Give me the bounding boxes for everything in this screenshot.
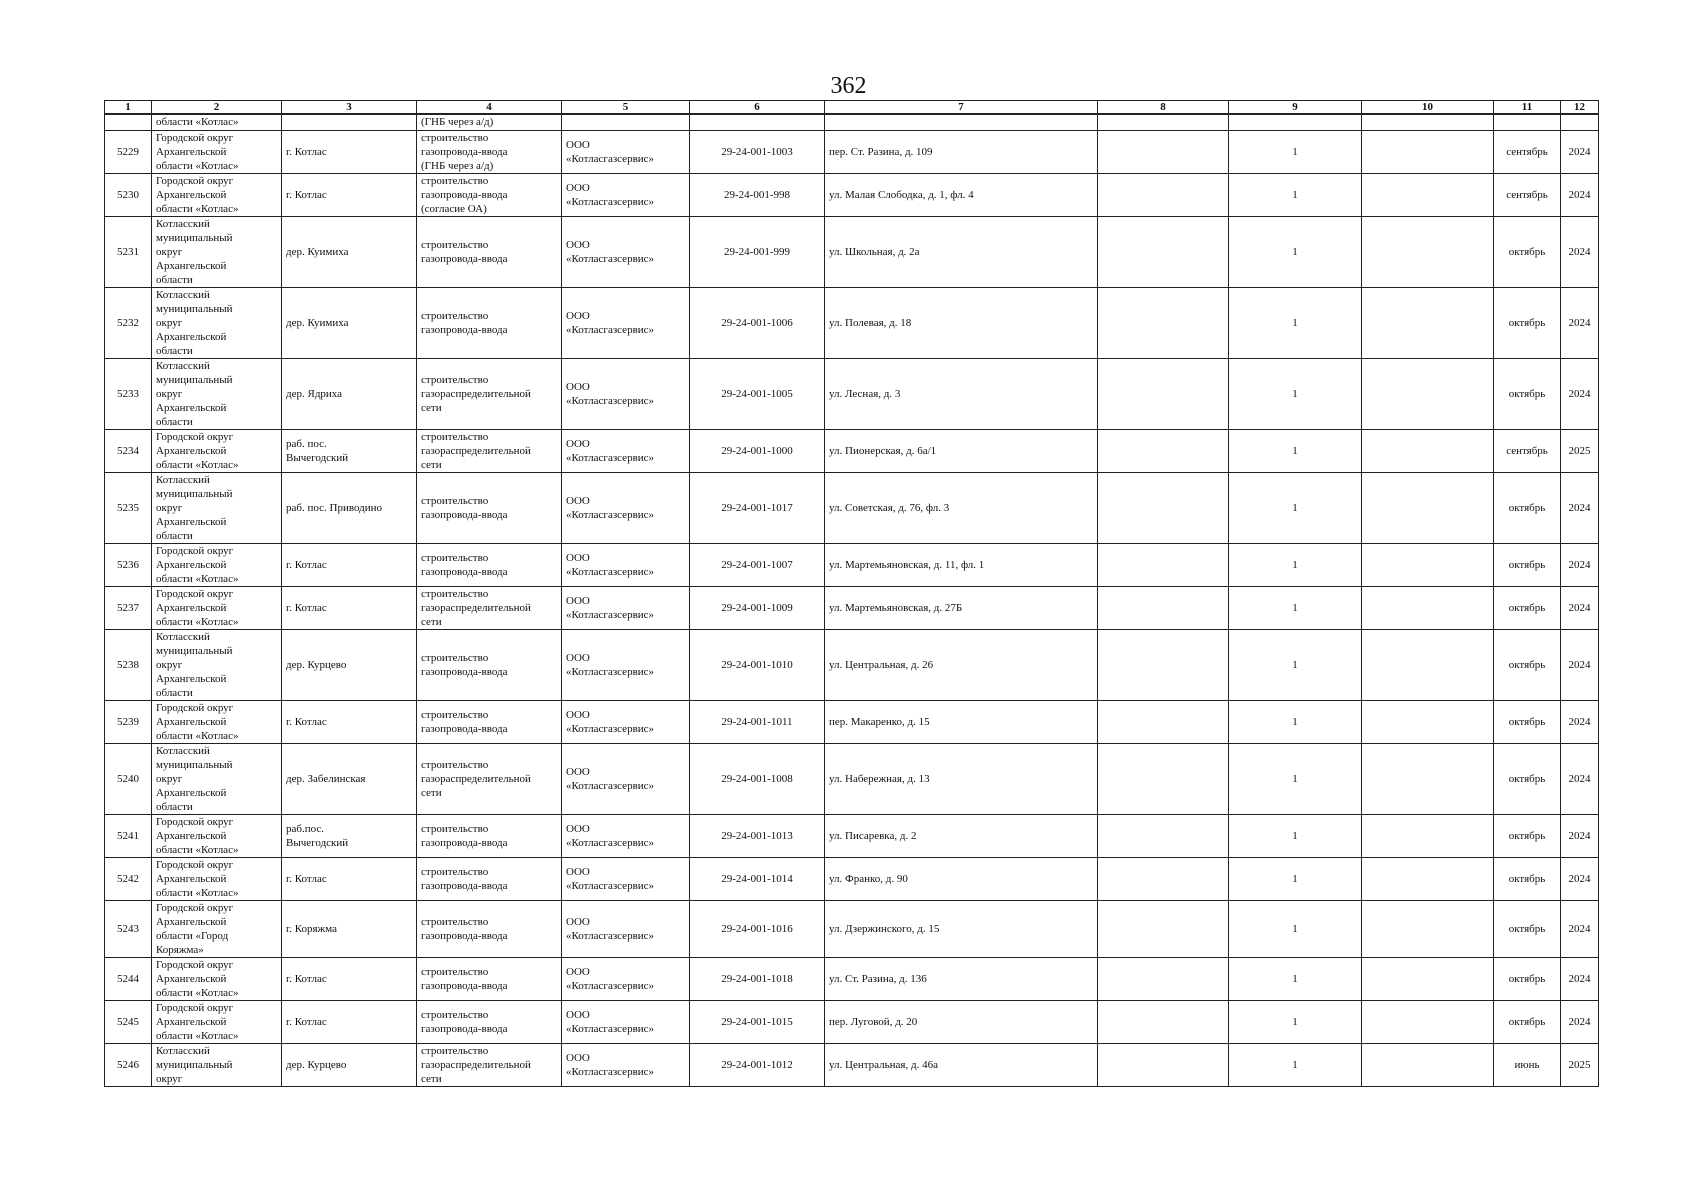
cell-district: Котласский муниципальный округ Архангельской области xyxy=(152,359,282,430)
cell-work: строительство газопровода-ввода xyxy=(417,958,562,1001)
cell-year: 2024 xyxy=(1561,630,1599,701)
cell-col8 xyxy=(1098,744,1229,815)
cell-year: 2024 xyxy=(1561,359,1599,430)
table-row xyxy=(105,544,1599,587)
cell-col9: 1 xyxy=(1229,958,1362,1001)
cell-month xyxy=(1494,114,1561,131)
cell-col10 xyxy=(1362,430,1494,473)
cell-org: ООО «Котласгазсервис» xyxy=(562,430,690,473)
cell-year: 2025 xyxy=(1561,430,1599,473)
table-row xyxy=(105,1001,1599,1044)
cell-district: Городской округ Архангельской области «Котлас» xyxy=(152,587,282,630)
gas-works-table xyxy=(104,100,1599,1087)
cell-no: 5237 xyxy=(105,587,152,630)
column-header: 7 xyxy=(825,101,1098,115)
cell-locality: г. Котлас xyxy=(282,587,417,630)
cell-col8 xyxy=(1098,630,1229,701)
table-row xyxy=(105,901,1599,958)
cell-org: ООО «Котласгазсервис» xyxy=(562,815,690,858)
cell-locality: дер. Куимиха xyxy=(282,288,417,359)
cell-year xyxy=(1561,114,1599,131)
cell-code: 29-24-001-1012 xyxy=(690,1044,825,1087)
cell-org: ООО «Котласгазсервис» xyxy=(562,473,690,544)
cell-month: октябрь xyxy=(1494,958,1561,1001)
cell-district: Котласский муниципальный округ Архангельской области xyxy=(152,744,282,815)
cell-col8 xyxy=(1098,858,1229,901)
cell-org: ООО «Котласгазсервис» xyxy=(562,701,690,744)
cell-year: 2024 xyxy=(1561,815,1599,858)
cell-work: строительство газопровода-ввода xyxy=(417,630,562,701)
cell-locality xyxy=(282,114,417,131)
cell-code: 29-24-001-1008 xyxy=(690,744,825,815)
cell-no: 5239 xyxy=(105,701,152,744)
cell-district: Городской округ Архангельской области «Котлас» xyxy=(152,958,282,1001)
cell-org: ООО «Котласгазсервис» xyxy=(562,1044,690,1087)
table-row xyxy=(105,430,1599,473)
cell-address: ул. Лесная, д. 3 xyxy=(825,359,1098,430)
cell-locality: раб. пос. Вычегодский xyxy=(282,430,417,473)
cell-work: строительство газопровода-ввода xyxy=(417,815,562,858)
cell-col9: 1 xyxy=(1229,473,1362,544)
cell-locality: дер. Забелинская xyxy=(282,744,417,815)
table-row xyxy=(105,858,1599,901)
cell-col10 xyxy=(1362,544,1494,587)
column-header: 11 xyxy=(1494,101,1561,115)
column-header: 12 xyxy=(1561,101,1599,115)
cell-address: ул. Полевая, д. 18 xyxy=(825,288,1098,359)
cell-code: 29-24-001-1007 xyxy=(690,544,825,587)
cell-district: Котласский муниципальный округ Архангельской области xyxy=(152,630,282,701)
cell-work: строительство газопровода-ввода xyxy=(417,473,562,544)
cell-col10 xyxy=(1362,217,1494,288)
column-header: 2 xyxy=(152,101,282,115)
cell-month: октябрь xyxy=(1494,544,1561,587)
cell-org: ООО «Котласгазсервис» xyxy=(562,958,690,1001)
cell-locality: дер. Куимиха xyxy=(282,217,417,288)
cell-org: ООО «Котласгазсервис» xyxy=(562,587,690,630)
cell-col9: 1 xyxy=(1229,131,1362,174)
cell-org: ООО «Котласгазсервис» xyxy=(562,359,690,430)
cell-address: ул. Мартемьяновская, д. 11, фл. 1 xyxy=(825,544,1098,587)
cell-month: октябрь xyxy=(1494,901,1561,958)
cell-work: строительство газораспределительной сети xyxy=(417,1044,562,1087)
cell-address: пер. Макаренко, д. 15 xyxy=(825,701,1098,744)
cell-no: 5229 xyxy=(105,131,152,174)
cell-no: 5232 xyxy=(105,288,152,359)
table-row xyxy=(105,587,1599,630)
cell-locality: г. Котлас xyxy=(282,131,417,174)
cell-year: 2024 xyxy=(1561,217,1599,288)
cell-district: Котласский муниципальный округ Архангельской области xyxy=(152,217,282,288)
table-row xyxy=(105,174,1599,217)
cell-locality: дер. Ядриха xyxy=(282,359,417,430)
cell-year: 2024 xyxy=(1561,1001,1599,1044)
cell-org: ООО «Котласгазсервис» xyxy=(562,217,690,288)
cell-col9: 1 xyxy=(1229,174,1362,217)
column-header: 6 xyxy=(690,101,825,115)
cell-col10 xyxy=(1362,744,1494,815)
cell-district: Городской округ Архангельской области «Город Коряжма» xyxy=(152,901,282,958)
cell-district: Котласский муниципальный округ Архангельской области xyxy=(152,288,282,359)
cell-no: 5245 xyxy=(105,1001,152,1044)
table-row xyxy=(105,473,1599,544)
cell-month: сентябрь xyxy=(1494,131,1561,174)
table-row xyxy=(105,744,1599,815)
cell-no: 5243 xyxy=(105,901,152,958)
cell-col10 xyxy=(1362,174,1494,217)
cell-work: строительство газопровода-ввода xyxy=(417,858,562,901)
cell-address: ул. Мартемьяновская, д. 27Б xyxy=(825,587,1098,630)
cell-work: строительство газораспределительной сети xyxy=(417,744,562,815)
cell-col8 xyxy=(1098,701,1229,744)
cell-col8 xyxy=(1098,430,1229,473)
cell-district: Городской округ Архангельской области «Котлас» xyxy=(152,131,282,174)
cell-org: ООО «Котласгазсервис» xyxy=(562,288,690,359)
cell-col8 xyxy=(1098,473,1229,544)
cell-col10 xyxy=(1362,858,1494,901)
cell-col10 xyxy=(1362,131,1494,174)
table-body xyxy=(105,114,1599,1087)
cell-locality: г. Котлас xyxy=(282,701,417,744)
cell-month: октябрь xyxy=(1494,288,1561,359)
cell-address: ул. Ст. Разина, д. 136 xyxy=(825,958,1098,1001)
cell-address: ул. Дзержинского, д. 15 xyxy=(825,901,1098,958)
cell-col9: 1 xyxy=(1229,544,1362,587)
table-row xyxy=(105,958,1599,1001)
cell-work: строительство газораспределительной сети xyxy=(417,587,562,630)
cell-code xyxy=(690,114,825,131)
table-row xyxy=(105,630,1599,701)
cell-col9: 1 xyxy=(1229,430,1362,473)
cell-no: 5230 xyxy=(105,174,152,217)
cell-code: 29-24-001-998 xyxy=(690,174,825,217)
table-row xyxy=(105,701,1599,744)
cell-col8 xyxy=(1098,1044,1229,1087)
cell-col9: 1 xyxy=(1229,901,1362,958)
cell-address: ул. Малая Слободка, д. 1, фл. 4 xyxy=(825,174,1098,217)
table-row xyxy=(105,815,1599,858)
cell-code: 29-24-001-1010 xyxy=(690,630,825,701)
cell-work: строительство газопровода-ввода xyxy=(417,217,562,288)
cell-year: 2024 xyxy=(1561,744,1599,815)
cell-locality: г. Котлас xyxy=(282,1001,417,1044)
cell-col8 xyxy=(1098,815,1229,858)
cell-district: Котласский муниципальный округ Архангельской области xyxy=(152,473,282,544)
continuation-row xyxy=(105,114,1599,131)
cell-col8 xyxy=(1098,587,1229,630)
cell-district: Городской округ Архангельской области «Котлас» xyxy=(152,174,282,217)
cell-year: 2024 xyxy=(1561,958,1599,1001)
table-row xyxy=(105,288,1599,359)
cell-month: октябрь xyxy=(1494,858,1561,901)
cell-month: октябрь xyxy=(1494,701,1561,744)
cell-col10 xyxy=(1362,587,1494,630)
cell-col8 xyxy=(1098,131,1229,174)
cell-org: ООО «Котласгазсервис» xyxy=(562,1001,690,1044)
cell-district: Городской округ Архангельской области «Котлас» xyxy=(152,701,282,744)
cell-code: 29-24-001-1006 xyxy=(690,288,825,359)
column-header: 9 xyxy=(1229,101,1362,115)
cell-address xyxy=(825,114,1098,131)
cell-address: пер. Ст. Разина, д. 109 xyxy=(825,131,1098,174)
cell-district: Городской округ Архангельской области «Котлас» xyxy=(152,1001,282,1044)
cell-district: Городской округ Архангельской области «Котлас» xyxy=(152,858,282,901)
cell-no: 5233 xyxy=(105,359,152,430)
cell-code: 29-24-001-999 xyxy=(690,217,825,288)
cell-col10 xyxy=(1362,958,1494,1001)
cell-code: 29-24-001-1018 xyxy=(690,958,825,1001)
cell-org: ООО «Котласгазсервис» xyxy=(562,131,690,174)
cell-col9: 1 xyxy=(1229,217,1362,288)
cell-work: строительство газопровода-ввода xyxy=(417,288,562,359)
cell-no: 5238 xyxy=(105,630,152,701)
cell-month: октябрь xyxy=(1494,217,1561,288)
cell-col10 xyxy=(1362,630,1494,701)
cell-no: 5244 xyxy=(105,958,152,1001)
cell-work: строительство газопровода-ввода (ГНБ через а/д) xyxy=(417,131,562,174)
cell-address: ул. Франко, д. 90 xyxy=(825,858,1098,901)
cell-col8 xyxy=(1098,114,1229,131)
cell-no: 5234 xyxy=(105,430,152,473)
cell-no: 5235 xyxy=(105,473,152,544)
cell-year: 2024 xyxy=(1561,131,1599,174)
cell-work: строительство газораспределительной сети xyxy=(417,359,562,430)
cell-col9 xyxy=(1229,114,1362,131)
column-header: 1 xyxy=(105,101,152,115)
cell-year: 2024 xyxy=(1561,174,1599,217)
cell-col10 xyxy=(1362,1001,1494,1044)
cell-col10 xyxy=(1362,901,1494,958)
cell-work: строительство газопровода-ввода xyxy=(417,1001,562,1044)
cell-locality: раб. пос. Приводино xyxy=(282,473,417,544)
cell-no: 5231 xyxy=(105,217,152,288)
table-row xyxy=(105,217,1599,288)
cell-col9: 1 xyxy=(1229,288,1362,359)
cell-year: 2024 xyxy=(1561,544,1599,587)
cell-no: 5236 xyxy=(105,544,152,587)
cell-year: 2024 xyxy=(1561,473,1599,544)
cell-address: пер. Луговой, д. 20 xyxy=(825,1001,1098,1044)
cell-locality: г. Коряжма xyxy=(282,901,417,958)
cell-col8 xyxy=(1098,217,1229,288)
cell-code: 29-24-001-1005 xyxy=(690,359,825,430)
cell-locality: г. Котлас xyxy=(282,858,417,901)
cell-year: 2024 xyxy=(1561,288,1599,359)
cell-address: ул. Набережная, д. 13 xyxy=(825,744,1098,815)
cell-no: 5242 xyxy=(105,858,152,901)
cell-code: 29-24-001-1003 xyxy=(690,131,825,174)
cell-month: июнь xyxy=(1494,1044,1561,1087)
cell-work: строительство газораспределительной сети xyxy=(417,430,562,473)
cell-col9: 1 xyxy=(1229,630,1362,701)
cell-month: октябрь xyxy=(1494,744,1561,815)
cell-locality: раб.пос. Вычегодский xyxy=(282,815,417,858)
cell-work: строительство газопровода-ввода xyxy=(417,544,562,587)
cell-org: ООО «Котласгазсервис» xyxy=(562,901,690,958)
cell-district: Котласский муниципальный округ xyxy=(152,1044,282,1087)
cell-month: октябрь xyxy=(1494,359,1561,430)
cell-work: строительство газопровода-ввода (согласие ОА) xyxy=(417,174,562,217)
table-row xyxy=(105,131,1599,174)
cell-work: (ГНБ через а/д) xyxy=(417,114,562,131)
column-header: 3 xyxy=(282,101,417,115)
cell-address: ул. Советская, д. 76, фл. 3 xyxy=(825,473,1098,544)
cell-district: области «Котлас» xyxy=(152,114,282,131)
cell-org: ООО «Котласгазсервис» xyxy=(562,630,690,701)
cell-year: 2024 xyxy=(1561,858,1599,901)
cell-col8 xyxy=(1098,288,1229,359)
cell-month: сентябрь xyxy=(1494,430,1561,473)
cell-col10 xyxy=(1362,1044,1494,1087)
cell-col8 xyxy=(1098,958,1229,1001)
cell-code: 29-24-001-1016 xyxy=(690,901,825,958)
table-row xyxy=(105,359,1599,430)
cell-col10 xyxy=(1362,114,1494,131)
cell-org: ООО «Котласгазсервис» xyxy=(562,544,690,587)
cell-year: 2024 xyxy=(1561,901,1599,958)
cell-col10 xyxy=(1362,288,1494,359)
column-header: 10 xyxy=(1362,101,1494,115)
cell-col9: 1 xyxy=(1229,858,1362,901)
cell-col9: 1 xyxy=(1229,744,1362,815)
cell-col10 xyxy=(1362,815,1494,858)
cell-org: ООО «Котласгазсервис» xyxy=(562,744,690,815)
cell-org: ООО «Котласгазсервис» xyxy=(562,174,690,217)
cell-locality: дер. Курцево xyxy=(282,1044,417,1087)
cell-address: ул. Писаревка, д. 2 xyxy=(825,815,1098,858)
cell-address: ул. Центральная, д. 46а xyxy=(825,1044,1098,1087)
cell-code: 29-24-001-1000 xyxy=(690,430,825,473)
cell-locality: г. Котлас xyxy=(282,958,417,1001)
cell-district: Городской округ Архангельской области «Котлас» xyxy=(152,815,282,858)
cell-col10 xyxy=(1362,359,1494,430)
cell-year: 2024 xyxy=(1561,701,1599,744)
column-header: 5 xyxy=(562,101,690,115)
cell-month: октябрь xyxy=(1494,815,1561,858)
cell-year: 2024 xyxy=(1561,587,1599,630)
cell-month: октябрь xyxy=(1494,587,1561,630)
cell-no: 5240 xyxy=(105,744,152,815)
column-header: 8 xyxy=(1098,101,1229,115)
cell-col10 xyxy=(1362,473,1494,544)
cell-org: ООО «Котласгазсервис» xyxy=(562,858,690,901)
cell-col9: 1 xyxy=(1229,701,1362,744)
cell-col9: 1 xyxy=(1229,1044,1362,1087)
cell-col10 xyxy=(1362,701,1494,744)
cell-address: ул. Школьная, д. 2а xyxy=(825,217,1098,288)
cell-district: Городской округ Архангельской области «Котлас» xyxy=(152,430,282,473)
cell-year: 2025 xyxy=(1561,1044,1599,1087)
cell-work: строительство газопровода-ввода xyxy=(417,701,562,744)
cell-locality: дер. Курцево xyxy=(282,630,417,701)
cell-col9: 1 xyxy=(1229,587,1362,630)
cell-code: 29-24-001-1017 xyxy=(690,473,825,544)
cell-address: ул. Центральная, д. 26 xyxy=(825,630,1098,701)
cell-col8 xyxy=(1098,1001,1229,1044)
column-number-header xyxy=(105,101,1599,115)
cell-address: ул. Пионерская, д. 6а/1 xyxy=(825,430,1098,473)
cell-code: 29-24-001-1014 xyxy=(690,858,825,901)
cell-locality: г. Котлас xyxy=(282,544,417,587)
page-number: 362 xyxy=(830,73,867,99)
cell-col9: 1 xyxy=(1229,1001,1362,1044)
cell-locality: г. Котлас xyxy=(282,174,417,217)
cell-col8 xyxy=(1098,174,1229,217)
cell-month: октябрь xyxy=(1494,1001,1561,1044)
cell-month: октябрь xyxy=(1494,630,1561,701)
cell-org xyxy=(562,114,690,131)
cell-code: 29-24-001-1015 xyxy=(690,1001,825,1044)
cell-no: 5246 xyxy=(105,1044,152,1087)
cell-col9: 1 xyxy=(1229,359,1362,430)
cell-no xyxy=(105,114,152,131)
cell-col9: 1 xyxy=(1229,815,1362,858)
cell-month: сентябрь xyxy=(1494,174,1561,217)
cell-work: строительство газопровода-ввода xyxy=(417,901,562,958)
cell-col8 xyxy=(1098,544,1229,587)
cell-district: Городской округ Архангельской области «Котлас» xyxy=(152,544,282,587)
cell-col8 xyxy=(1098,359,1229,430)
cell-code: 29-24-001-1009 xyxy=(690,587,825,630)
cell-month: октябрь xyxy=(1494,473,1561,544)
cell-code: 29-24-001-1013 xyxy=(690,815,825,858)
cell-code: 29-24-001-1011 xyxy=(690,701,825,744)
table-row xyxy=(105,1044,1599,1087)
cell-no: 5241 xyxy=(105,815,152,858)
cell-col8 xyxy=(1098,901,1229,958)
column-header: 4 xyxy=(417,101,562,115)
